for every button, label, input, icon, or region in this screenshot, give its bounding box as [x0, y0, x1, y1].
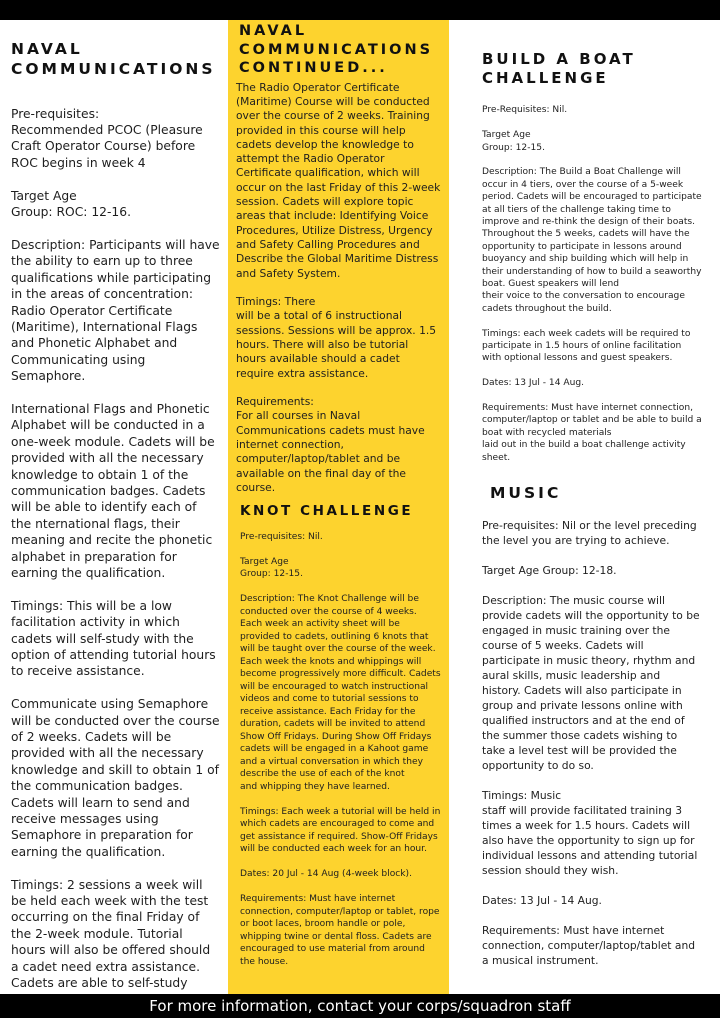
knot-description-paragraph: Description: The Knot Challenge will be conducted over the course of 4 weeks. Each week an activity sheet will be provided to cadets, outlining 6 knots that will be taught over the course of the week. Each week the knots and whippings will become progressively more difficult. Cadets will be encouraged to watch instructional videos and come to tutorial sessions to receive assistance. Each Friday for the duration, cadets will be invited to attend Show Off Fridays. During Show Off Fridays cadets will be engaged in a Kahoot game and a virtual conversation in which they describe the use of each of the knot and whipping they have learned.	[240, 594, 441, 792]
roc-description-paragraph: The Radio Operator Certificate (Maritime) Course will be conducted over the course of 2 weeks. Training provided in this course will help cadets develop the knowledge to attempt the Radio Operator Certificate qualification, which will occur on the last Friday of this 2-week session. Cadets will explore topic areas that include: Identifying Voice Procedures, Utilize Distress, Urgency and Safety Calling Procedures and Describe the Global Maritime Distress and Safety System.	[236, 80, 441, 280]
knot-prerequisites-paragraph: Pre-requisites: Nil.	[240, 531, 323, 542]
top-bar	[0, 0, 720, 20]
build-a-boat-body	[482, 104, 702, 464]
roc-timings-paragraph: Timings: There will be a total of 6 instructional sessions. Sessions will be approx. 1.5 hours. There will also be tutorial hours available should a cadet require extra assistance.	[236, 295, 437, 380]
naval-communications-continued-column	[228, 20, 449, 994]
boat-dates-paragraph: Dates: 13 Jul - 14 Aug.	[482, 378, 585, 389]
knot-timings-paragraph: Timings: Each week a tutorial will be held in which cadets are encouraged to come and get assistance if required. Show-Off Fridays will be conducted each week for an hour.	[240, 806, 441, 855]
build-a-boat-title: BUILD A BOAT CHALLENGE	[482, 50, 636, 88]
naval-communications-title: NAVAL COMMUNICATIONS	[11, 40, 216, 78]
roc-requirements-paragraph: Requirements: For all courses in Naval Communications cadets must have internet connection, computer/laptop/tablet and be available on the final day of the course.	[236, 395, 425, 494]
boat-description-paragraph: Description: The Build a Boat Challenge will occur in 4 tiers, over the course of a 5-week period. Cadets will be encouraged to participate at all tiers of the challenge taking time to improve and re-think the design of their boats. Throughout the 5 weeks, cadets will have the opportunity to participate in lessons around buoyancy and ship building which will help in their understanding of how to build a seaworthy boat. Guest speakers will lend their voice to the conversation to encourage cadets throughout the build.	[482, 167, 702, 314]
music-prerequisites-paragraph: Pre-requisites: Nil or the level preceding the level you are trying to achieve.	[482, 518, 697, 547]
music-description-paragraph: Description: The music course will provide cadets will the opportunity to be engaged in music training over the course of 5 weeks. Cadets will participate in music theory, rhythm and aural skills, music leadership and history. Cadets will also participate in group and private lessons online with qualified instructors and at the end of the summer those cadets wishing to take a level test will be provided the opportunity to do so.	[482, 593, 700, 772]
naval-communications-body	[11, 106, 220, 1008]
music-body	[482, 518, 702, 968]
knot-target-age-paragraph: Target Age Group: 12-15.	[240, 556, 303, 580]
music-title: MUSIC	[490, 484, 562, 503]
naval-communications-column	[0, 20, 228, 994]
knot-dates-paragraph: Dates: 20 Jul - 14 Aug (4-week block).	[240, 869, 412, 880]
boat-requirements-paragraph: Requirements: Must have internet connection, computer/laptop or tablet and be able to build a boat with recycled materials laid out in the build a boat challenge activity sheet.	[482, 403, 702, 463]
knot-challenge-title: KNOT CHALLENGE	[240, 503, 414, 520]
music-target-age-paragraph: Target Age Group: 12-18.	[482, 563, 617, 577]
flags-timings-paragraph: Timings: This will be a low facilitation activity in which cadets will self-study with the option of attending tutorial hours to receive assistance.	[11, 598, 216, 679]
semaphore-timings-paragraph: Timings: 2 sessions a week will be held each week with the test occurring on the final Friday of the 2-week module. Tutorial hours will also be offered should a cadet need extra assistance. Cadets are able to self-study	[11, 877, 211, 991]
contact-footer: For more information, contact your corps/squadron staff	[0, 994, 720, 1018]
right-column	[449, 20, 720, 994]
semaphore-paragraph: Communicate using Semaphore will be conducted over the course of 2 weeks. Cadets will be provided with all the necessary knowledge and skill to obtain 1 of the communication badges. Cadets will learn to send and receive messages using Semaphore in preparation for earning the qualification.	[11, 697, 220, 859]
music-timings-paragraph: Timings: Music staff will provide facilitated training 3 times a week for 1.5 hours. Cadets will also have the opportunity to sign up for individual lessons and attending tutorial session should they wish.	[482, 788, 698, 877]
knot-requirements-paragraph: Requirements: Must have internet connection, computer/laptop or tablet, rope or boot laces, broom handle or pole, whipping twine or dental floss. Cadets are encouraged to use material from around the house.	[240, 894, 440, 967]
naval-communications-continued-title: NAVAL COMMUNICATIONS CONTINUED...	[239, 23, 434, 77]
boat-timings-paragraph: Timings: each week cadets will be required to participate in 1.5 hours of online facilitation with optional lessons and guest speakers.	[482, 328, 691, 364]
music-dates-paragraph: Dates: 13 Jul - 14 Aug.	[482, 893, 602, 907]
prerequisites-paragraph: Pre-requisites: Recommended PCOC (Pleasure Craft Operator Course) before ROC begins in week 4	[11, 106, 203, 170]
target-age-paragraph: Target Age Group: ROC: 12-16.	[11, 188, 131, 220]
flags-paragraph: International Flags and Phonetic Alphabet will be conducted in a one-week module. Cadets will be provided with all the necessary knowledge to obtain 1 of the communication badges. Cadets will be able to identify each of the nternational flags, their meaning and recite the phonetic alphabet in preparation for earning the qualification.	[11, 401, 215, 580]
knot-challenge-body	[236, 531, 441, 969]
description-paragraph: Description: Participants will have the ability to earn up to three qualifications while participating in the areas of concentration: Radio Operator Certificate (Maritime), International Flags and Phonetic Alphabet and Communicating using Semaphore.	[11, 237, 220, 384]
roc-body	[236, 81, 441, 496]
boat-target-age-paragraph: Target Age Group: 12-15.	[482, 130, 545, 153]
boat-prerequisites-paragraph: Pre-Requisites: Nil.	[482, 105, 568, 116]
music-requirements-paragraph: Requirements: Must have internet connection, computer/laptop/tablet and a musical instrument.	[482, 923, 696, 967]
